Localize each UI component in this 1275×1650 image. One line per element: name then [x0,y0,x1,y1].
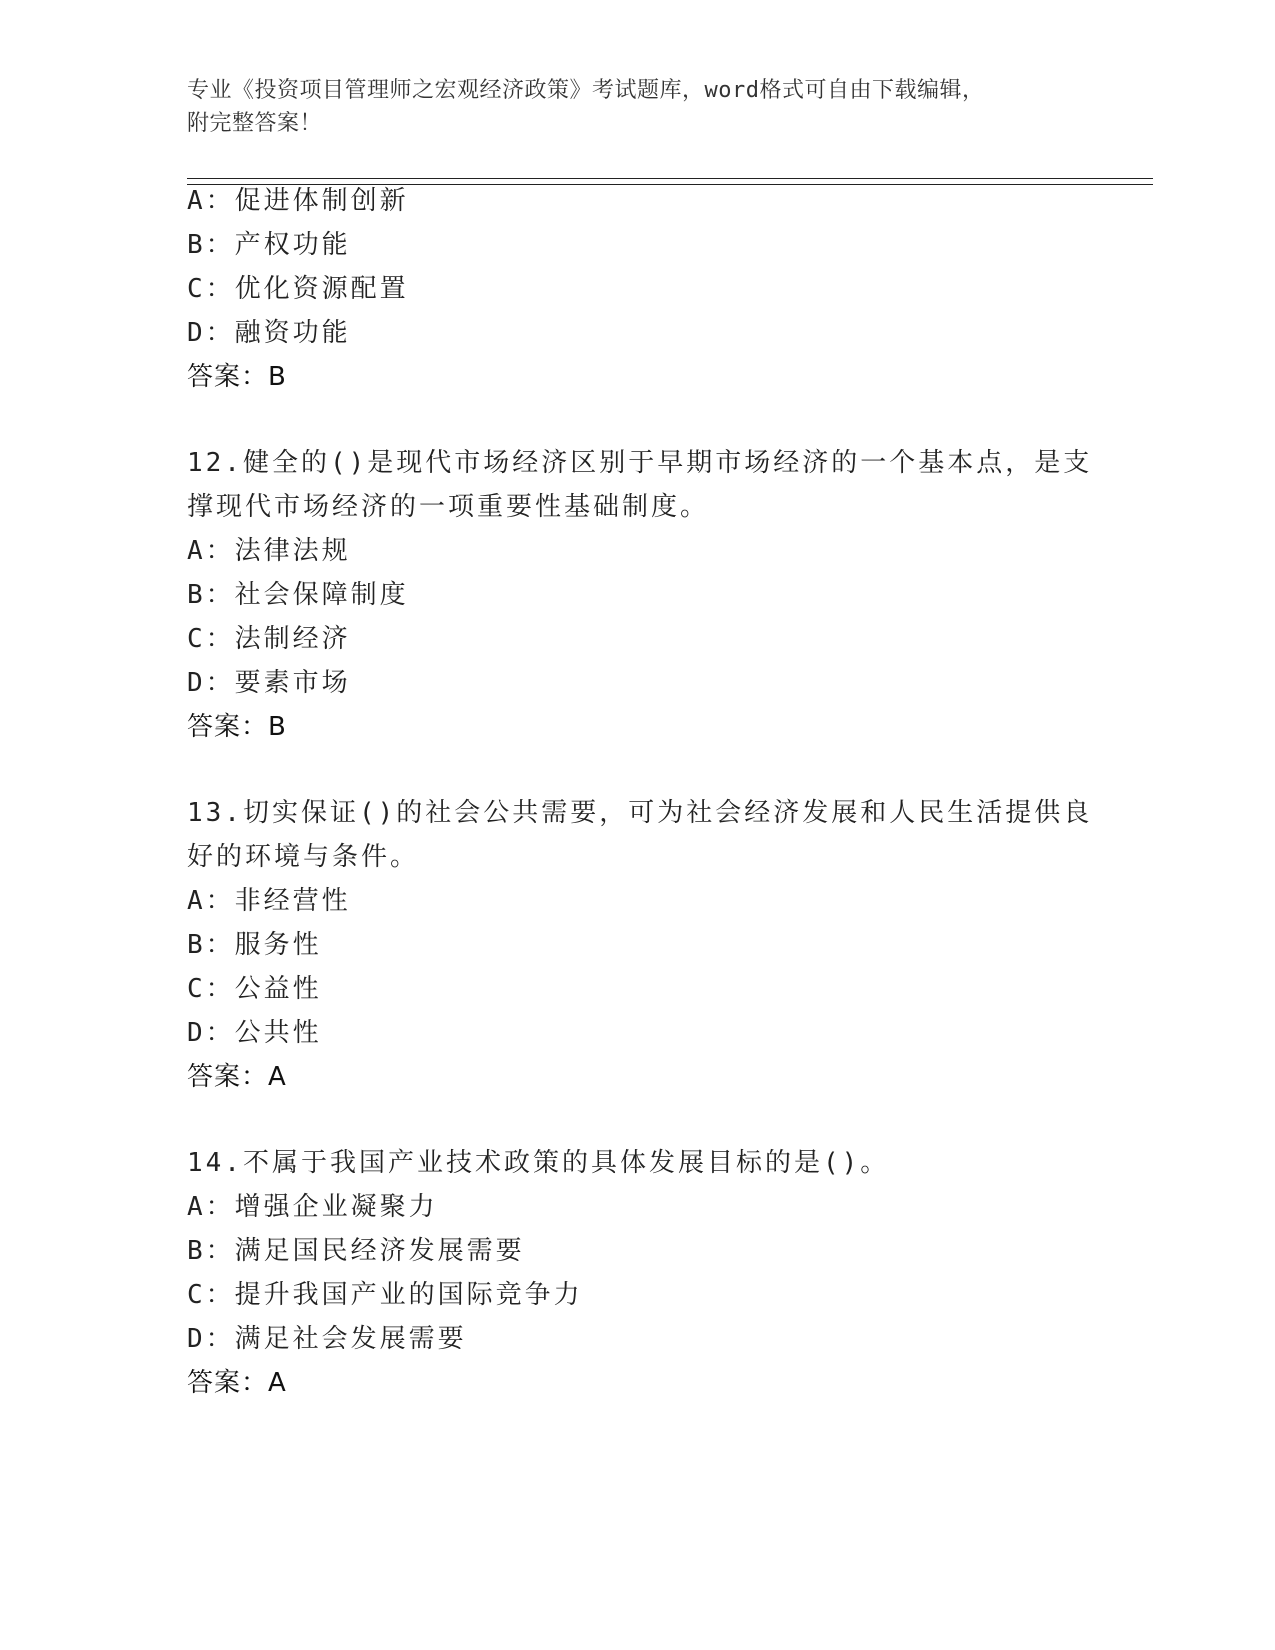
q13-option-d: D：公共性 [187,1018,322,1048]
q14-answer: 答案：A [187,1368,287,1398]
q12-answer: 答案：B [187,712,287,742]
q13-stem-line-1: 13.切实保证()的社会公共需要，可为社会经济发展和人民生活提供良 [187,798,1093,828]
q13-option-a: A：非经营性 [187,886,351,916]
q12-option-a: A：法律法规 [187,536,351,566]
q14-option-d: D：满足社会发展需要 [187,1324,467,1354]
q12-option-c: C：法制经济 [187,624,351,654]
q12-option-b: B：社会保障制度 [187,580,409,610]
q14-stem-line-1: 14.不属于我国产业技术政策的具体发展目标的是()。 [187,1148,890,1178]
q12-option-d: D：要素市场 [187,668,351,698]
q13-answer: 答案：A [187,1062,287,1092]
q11-option-d: D：融资功能 [187,318,351,348]
document-header [187,74,1087,140]
q14-option-b: B：满足国民经济发展需要 [187,1236,525,1266]
q11-option-a: A：促进体制创新 [187,186,409,216]
q11-option-b: B：产权功能 [187,230,351,260]
q12-stem-line-1: 12.健全的()是现代市场经济区别于早期市场经济的一个基本点，是支 [187,448,1093,478]
q13-stem-line-2: 好的环境与条件。 [187,842,420,872]
header-line-2: 附完整答案！ [187,111,323,136]
q14-option-a: A：增强企业凝聚力 [187,1192,438,1222]
q13-option-b: B：服务性 [187,930,322,960]
header-line-1: 专业《投资项目管理师之宏观经济政策》考试题库，word格式可自由下载编辑， [187,78,985,103]
q13-option-c: C：公益性 [187,974,322,1004]
q12-stem-line-2: 撑现代市场经济的一项重要性基础制度。 [187,492,710,522]
q11-answer: 答案：B [187,362,287,392]
q11-option-c: C：优化资源配置 [187,274,409,304]
q14-option-c: C：提升我国产业的国际竞争力 [187,1280,583,1310]
